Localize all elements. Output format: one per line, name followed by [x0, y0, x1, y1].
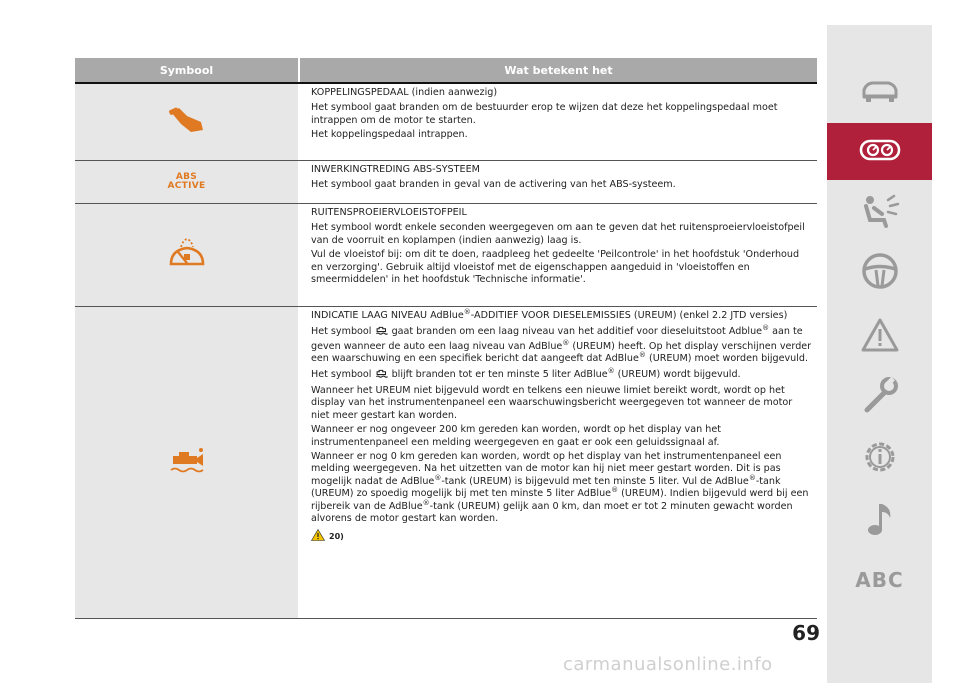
row-title: RUITENSPROEIERVLOEISTOFPEIL	[311, 207, 467, 218]
symbol-cell	[75, 204, 298, 306]
text-part: (UREUM) wordt bijgevuld.	[617, 368, 741, 380]
warning-triangle-icon	[860, 317, 900, 357]
warning-lights-table	[75, 58, 817, 619]
registered-mark: ®	[762, 324, 770, 333]
symbol-cell	[75, 84, 298, 160]
steering-wheel-icon	[861, 252, 899, 294]
sidebar-item-technical[interactable]	[827, 433, 932, 485]
row-title	[311, 310, 813, 322]
table-row	[75, 84, 817, 161]
text-part: (UREUM). Indien bijgevuld werd bij een rijbereik van de AdBlue	[311, 488, 809, 512]
table-row	[75, 307, 817, 619]
sidebar-item-multimedia[interactable]	[827, 495, 932, 547]
row-paragraph: Het symbool gaat branden in geval van de activering van het ABS-systeem.	[311, 179, 676, 191]
wrench-icon	[861, 376, 899, 418]
music-note-icon	[864, 500, 896, 542]
abs-icon-line2: ACTIVE	[167, 181, 206, 191]
registered-mark: ®	[638, 351, 646, 360]
gear-info-icon	[861, 438, 899, 480]
washer-fluid-icon	[167, 238, 207, 272]
header-meaning: Wat betekent het	[298, 58, 817, 82]
row-paragraph: Vul de vloeistof bij: om dit te doen, raadpleeg het gedeelte 'Peilcontrole' in het hoofdstuk 'Onderhoud en verzorging'. Gebruik altijd vloeistof met de eigenschappen aangeduid in 'vloeistoffen en smeermiddelen' in het hoofdstuk 'Technische informatie'.	[311, 249, 800, 286]
title-part: -ADDITIEF VOOR DIESELEMISSIES (UREUM) (enkel 2.2 JTD versies)	[470, 310, 788, 321]
row-paragraph: Wanneer er nog ongeveer 200 km gereden kan worden, wordt op het display van het instrumentenpaneel een melding weergegeven en gaat er ook een geluidssignaal af.	[311, 424, 721, 448]
registered-mark: ®	[434, 473, 442, 482]
table-row	[75, 161, 817, 204]
sidebar-item-dashboard[interactable]	[827, 123, 932, 180]
dashboard-gauges-icon	[859, 138, 901, 166]
symbol-cell	[75, 161, 298, 203]
warning-reference-label: 20)	[329, 531, 344, 541]
row-paragraph	[311, 451, 813, 525]
description-cell	[298, 84, 817, 160]
text-part: Wanneer er nog 0 km gereden kan worden, wordt op het display van het instrumentenpaneel een melding weergegeven. Na het uitzetten van de motor kan hij niet meer gestart worden. Dit is pas mogelijk nadat de AdBlue	[311, 451, 782, 487]
row-paragraph	[311, 368, 813, 383]
row-paragraph	[311, 325, 813, 365]
abs-active-icon	[168, 173, 206, 191]
car-icon	[860, 78, 900, 108]
sidebar-item-maintenance[interactable]	[827, 371, 932, 423]
row-paragraph: Het symbool gaat branden om de bestuurder erop te wijzen dat deze het koppelingspedaal moet intrappen om de motor te starten.	[311, 102, 778, 126]
description-cell	[298, 307, 817, 618]
registered-mark: ®	[748, 473, 756, 482]
row-paragraph: Het symbool wordt enkele seconden weergegeven om aan te geven dat het ruitensproeiervloeistofpeil van de voorruit en koplampen (indien aanwezig) laag is.	[311, 222, 805, 246]
text-part: -tank (UREUM) gelijk aan 0 km, dan moet er tot 2 minuten gewacht worden alvorens de motor gestart kan worden.	[311, 500, 793, 525]
table-header	[75, 58, 817, 82]
warning-reference[interactable]	[311, 529, 813, 545]
text-part: -tank (UREUM) zo spoedig mogelijk bij met ten minste 5 liter AdBlue	[311, 475, 781, 500]
text-part: (UREUM) heeft. Op het display verschijnen verder een waarschuwing en een specifiek bericht dat aangeeft dat AdBlue	[311, 340, 812, 365]
abs-icon-line1: ABS	[175, 172, 198, 182]
description-cell	[298, 161, 817, 203]
warning-triangle-icon	[311, 529, 325, 545]
text-part: blijft branden tot er ten minste 5 liter AdBlue	[391, 368, 608, 380]
watermark-text: carmanualsonline.info	[563, 654, 773, 675]
text-part: aan te geven wanneer de auto een laag niveau van AdBlue	[311, 326, 803, 352]
sidebar-item-car[interactable]	[827, 67, 932, 119]
chapter-sidebar	[827, 25, 932, 683]
table-row	[75, 204, 817, 307]
page-number: 69	[792, 621, 820, 645]
sidebar-item-emergency[interactable]	[827, 311, 932, 363]
clutch-pedal-icon	[167, 106, 207, 138]
row-title: KOPPELINGSPEDAAL (indien aanwezig)	[311, 87, 498, 98]
sidebar-item-index[interactable]	[827, 558, 932, 602]
adblue-icon	[375, 325, 389, 340]
symbol-cell	[75, 307, 298, 618]
row-paragraph: Het koppelingspedaal intrappen.	[311, 129, 468, 141]
text-part: (UREUM) moet worden bijgevuld.	[648, 353, 809, 365]
registered-mark: ®	[611, 486, 619, 495]
index-label: ABC	[855, 568, 904, 592]
adblue-icon	[167, 446, 207, 480]
seat-airbag-icon	[860, 194, 900, 234]
header-symbol: Symbool	[159, 63, 214, 77]
registered-mark: ®	[607, 366, 615, 375]
row-paragraph: Wanneer het UREUM niet bijgevuld wordt en telkens een nieuwe limiet bereikt wordt, wordt op het display van het instrumentenpaneel een waarschuwingsbericht weergegeven tot wanneer de motor niet meer gestart kan worden.	[311, 385, 793, 421]
text-part: Het symbool	[311, 368, 372, 380]
sidebar-item-safety[interactable]	[827, 188, 932, 240]
description-cell	[298, 204, 817, 306]
row-title: INWERKINGTREDING ABS-SYSTEEM	[311, 164, 480, 175]
text-part: -tank (UREUM) is bijgevuld met ten minste 5 liter. Vul de AdBlue	[441, 475, 749, 487]
title-part: INDICATIE LAAG NIVEAU AdBlue	[311, 310, 464, 321]
text-part: Het symbool	[311, 326, 372, 338]
text-part: gaat branden om een laag niveau van het additief voor dieseluitstoot Adblue	[391, 326, 763, 338]
registered-mark: ®	[463, 308, 471, 316]
adblue-icon	[375, 368, 389, 383]
registered-mark: ®	[562, 338, 570, 347]
sidebar-item-driving[interactable]	[827, 247, 932, 299]
registered-mark: ®	[422, 498, 430, 507]
